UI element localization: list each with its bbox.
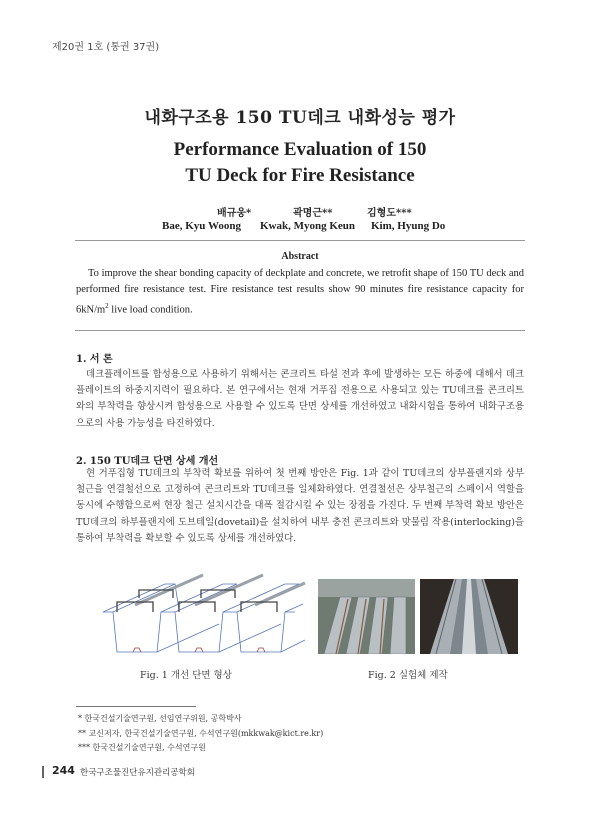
section1-heading: 1. 서 론 <box>76 354 113 365</box>
rule-top <box>75 240 525 241</box>
author-3-english: Kim, Hyung Do <box>371 220 446 232</box>
abstract-heading: Abstract <box>281 251 319 262</box>
section1-body: 데크플레이트를 합성용으로 사용하기 위해서는 콘크리트 타설 전과 후에 발생하는 모든 하중에 대해서 데크플레이트의 하중지지력이 필요하다. 본 연구에서는 현재 거푸집 전용으로 사용되고 있는 TU데크를 콘크리트와의 부착력을 향상시켜 합성용으로 사용할 수 있도록 단면 상세를 개선하였고 내화시험을 통하여 내화구조용으로의 사용 가능성을 타진하였다. <box>76 369 524 429</box>
author-1-english: Bae, Kyu Woong <box>162 220 241 232</box>
fig2-specimen-photo-left <box>318 579 415 654</box>
abstract-superscript: 2 <box>105 302 109 310</box>
footnote-2: ** 교신저자, 한국건설기술연구원, 수석연구원(mkkwak@kict.re.kr) <box>78 729 324 738</box>
abstract-text: To improve the shear bonding capacity of deckplate and concrete, we retrofit shape of 150 TU deck and performed fire resistance test. Fire resistance test results show 90 minutes fire resistance capacity for 6kN/m <box>76 268 524 316</box>
section2-heading: 2. 150 TU데크 단면 상세 개선 <box>76 456 219 467</box>
journal-volume-header: 제20권 1호 (통권 37권) <box>52 42 160 53</box>
fig1-deck-section-drawing <box>95 572 310 664</box>
title-english-line1: Performance Evaluation of 150 <box>173 139 427 160</box>
dovetail-marks <box>133 648 265 652</box>
title-english-line2: TU Deck for Fire Resistance <box>185 165 415 186</box>
journal-name: 한국구조물진단유지관리공학회 <box>80 768 195 778</box>
abstract-body <box>76 266 524 319</box>
rule-bottom <box>75 330 525 331</box>
footnote-rule <box>76 706 196 707</box>
fig2-specimen-photo-right <box>420 579 518 654</box>
page-number: 244 <box>52 764 75 777</box>
deck-profile-lines <box>103 584 305 652</box>
section2-body: 현 거푸집형 TU데크의 부착력 확보를 위하여 첫 번째 방안은 Fig. 1과 같이 TU데크의 상부플랜지와 상부철근을 연결철선으로 고정하여 콘크리트와 TU데크를 일체화하였다. 연결철선은 상부철근의 스페이서 역할을 동시에 수행함으로써 현장 철근 설치시간을 대폭 절감시킬 수 있는 장점을 가진다. 두 번째 부착력 확보 방안은 TU데크의 하부플랜지에 도브테일(dovetail)을 설치하여 내부 충전 콘크리트와 맞물림 작용(interlocking)을 통하여 부착력을 확보할 수 있도록 상세를 개선하였다. <box>76 468 524 544</box>
fig2-caption: Fig. 2 실험체 제작 <box>368 670 448 681</box>
author-1-korean: 배규웅* <box>217 208 252 219</box>
title-korean: 내화구조용 150 TU데크 내화성능 평가 <box>144 108 456 128</box>
footnote-3: *** 한국건설기술연구원, 수석연구원 <box>78 743 206 752</box>
page-marker-bar <box>42 766 44 778</box>
author-3-korean: 김형도*** <box>367 208 412 219</box>
author-2-korean: 곽명근** <box>293 208 333 219</box>
author-2-english: Kwak, Myong Keun <box>260 220 356 232</box>
fig1-caption: Fig. 1 개선 단면 형상 <box>140 670 232 681</box>
footnote-1: * 한국건설기술연구원, 선임연구위원, 공학박사 <box>78 714 242 723</box>
abstract-text-end: live load condition. <box>108 304 193 316</box>
